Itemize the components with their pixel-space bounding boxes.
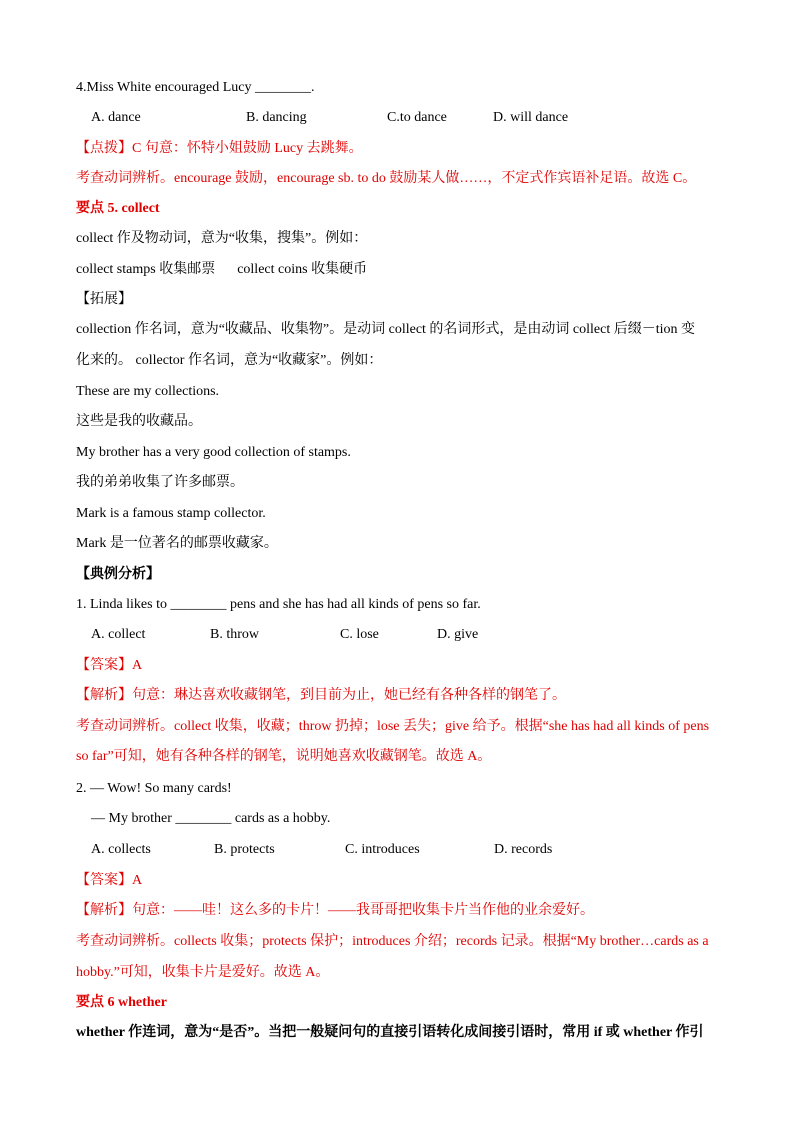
q4-analysis: 考查动词辨析。encourage 鼓励，encourage sb. to do 鼓励某人做……，不定式作宾语补足语。故选 C。 — [76, 171, 697, 186]
example-2-reply: — My brother ________ cards as a hobby. — [91, 811, 331, 826]
expand-label: 【拓展】 — [76, 292, 132, 307]
sentence-1-en: These are my collections. — [76, 384, 220, 399]
example-1-option-c: C. lose — [340, 627, 379, 642]
expand-line-2: 化来的。 collector 作名词，意为“收藏家”。例如： — [76, 353, 383, 368]
example-2-option-c: C. introduces — [345, 842, 420, 857]
example-2-stem: 2. — Wow! So many cards! — [76, 781, 232, 796]
sentence-3-zh: Mark 是一位著名的邮票收藏家。 — [76, 536, 278, 551]
sentence-1-zh: 这些是我的收藏品。 — [76, 414, 202, 429]
point6-definition: whether 作连词，意为“是否”。当把一般疑问句的直接引语转化成间接引语时，常用 if 或 whether 作引 — [76, 1025, 704, 1040]
expand-line-1: collection 作名词，意为“收藏品、收集物”。是动词 collect 的名词形式，是由动词 collect 后缀－tion 变 — [76, 322, 696, 337]
example-2-option-b: B. protects — [214, 842, 275, 857]
example-1-stem: 1. Linda likes to ________ pens and she has had all kinds of pens so far. — [76, 597, 481, 612]
example-1-explain: 【解析】句意：琳达喜欢收藏钢笔，到目前为止，她已经有各种各样的钢笔了。 — [76, 688, 566, 703]
example-1-option-a: A. collect — [91, 627, 146, 642]
q4-option-d: D. will dance — [493, 110, 569, 125]
examples-heading: 【典例分析】 — [76, 567, 160, 582]
point6-heading: 要点 6 whether — [76, 995, 167, 1010]
point5-examples — [76, 261, 367, 279]
example-1-analysis-1: 考查动词辨析。collect 收集，收藏；throw 扔掉；lose 丢失；give 给予。根据“she has had all kinds of pens — [76, 719, 710, 734]
point5-example-stamps: collect stamps 收集邮票 — [76, 262, 216, 277]
sentence-2-zh: 我的弟弟收集了许多邮票。 — [76, 475, 244, 490]
sentence-2-en: My brother has a very good collection of stamps. — [76, 445, 351, 460]
q4-hint: 【点拨】C 句意：怀特小姐鼓励 Lucy 去跳舞。 — [76, 141, 363, 156]
example-1-option-b: B. throw — [210, 627, 259, 642]
point5-definition: collect 作及物动词，意为“收集，搜集”。例如： — [76, 231, 368, 246]
example-1-analysis-2: so far”可知，她有各种各样的钢笔，说明她喜欢收藏钢笔。故选 A。 — [76, 749, 492, 764]
example-1-answer: 【答案】A — [76, 658, 143, 673]
example-2-analysis-1: 考查动词辨析。collects 收集；protects 保护；introduces 介绍；records 记录。根据“My brother…cards as a — [76, 934, 709, 949]
example-2-analysis-2: hobby.”可知，收集卡片是爱好。故选 A。 — [76, 965, 330, 980]
example-2-option-d: D. records — [494, 842, 553, 857]
q4-option-b: B. dancing — [246, 110, 307, 125]
example-2-answer: 【答案】A — [76, 873, 143, 888]
point5-heading: 要点 5. collect — [76, 201, 160, 216]
q4-stem: 4.Miss White encouraged Lucy ________. — [76, 80, 315, 95]
example-2-option-a: A. collects — [91, 842, 151, 857]
q4-option-c: C.to dance — [387, 110, 447, 125]
example-1-option-d: D. give — [437, 627, 479, 642]
q4-option-a: A. dance — [91, 110, 141, 125]
sentence-3-en: Mark is a famous stamp collector. — [76, 506, 266, 521]
example-2-explain: 【解析】句意：——哇！这么多的卡片！——我哥哥把收集卡片当作他的业余爱好。 — [76, 903, 594, 918]
point5-example-coins: collect coins 收集硬币 — [237, 262, 368, 277]
